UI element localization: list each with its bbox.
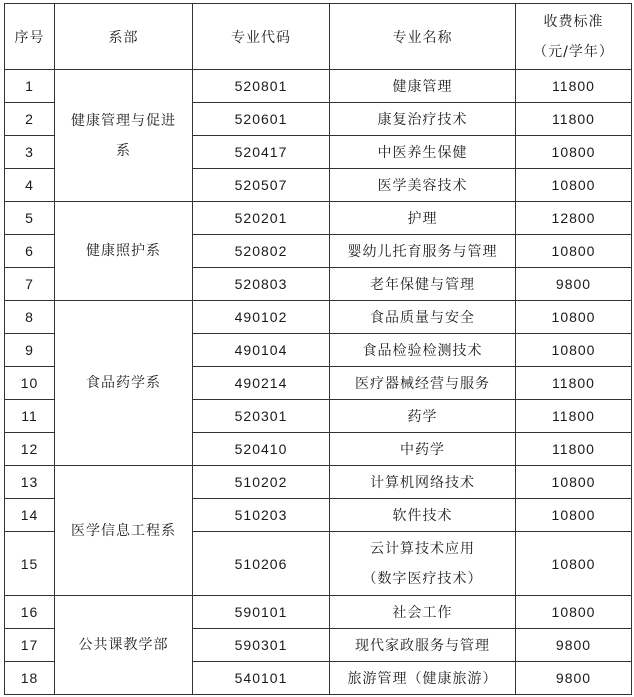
- header-code: 专业代码: [193, 4, 330, 70]
- row-fee: 10800: [516, 596, 632, 629]
- row-major-name-line1: 云计算技术应用: [370, 540, 475, 557]
- row-seq: 5: [5, 202, 55, 235]
- row-fee: 10800: [516, 532, 632, 596]
- row-code: 490104: [193, 334, 330, 367]
- row-seq: 4: [5, 169, 55, 202]
- row-seq: 12: [5, 433, 55, 466]
- row-fee: 10800: [516, 169, 632, 202]
- row-code: 520801: [193, 70, 330, 103]
- row-major-name-line2: （数字医疗技术）: [362, 570, 483, 587]
- row-code: 520410: [193, 433, 330, 466]
- table-row: [5, 466, 632, 499]
- table-row: [5, 301, 632, 334]
- row-fee: 10800: [516, 136, 632, 169]
- header-fee-line1: 收费标准: [543, 13, 604, 30]
- row-major-name: 医疗器械经营与服务: [330, 367, 516, 400]
- dept-cell: 健康照护系: [55, 202, 193, 301]
- row-seq: 6: [5, 235, 55, 268]
- row-major-name: 食品质量与安全: [330, 301, 516, 334]
- row-fee: 10800: [516, 466, 632, 499]
- row-code: 520803: [193, 268, 330, 301]
- row-code: 490214: [193, 367, 330, 400]
- row-code: 520201: [193, 202, 330, 235]
- row-major-name: 医学美容技术: [330, 169, 516, 202]
- row-seq: 17: [5, 629, 55, 662]
- row-major-name: 现代家政服务与管理: [330, 629, 516, 662]
- row-fee: 11800: [516, 70, 632, 103]
- dept-cell: 食品药学系: [55, 301, 193, 466]
- row-code: 510203: [193, 499, 330, 532]
- row-fee: 10800: [516, 235, 632, 268]
- row-major-name: [330, 532, 516, 596]
- row-code: 490102: [193, 301, 330, 334]
- row-major-name: 老年保健与管理: [330, 268, 516, 301]
- dept-cell: 公共课教学部: [55, 596, 193, 695]
- dept-cell: 医学信息工程系: [55, 466, 193, 596]
- dept-cell: [55, 70, 193, 202]
- row-fee: 12800: [516, 202, 632, 235]
- row-seq: 2: [5, 103, 55, 136]
- row-major-name: 软件技术: [330, 499, 516, 532]
- row-fee: 10800: [516, 301, 632, 334]
- dept-name-line2: 系: [116, 142, 131, 159]
- row-seq: 11: [5, 400, 55, 433]
- row-code: 520417: [193, 136, 330, 169]
- row-major-name: 护理: [330, 202, 516, 235]
- row-code: 510202: [193, 466, 330, 499]
- header-seq: 序号: [5, 4, 55, 70]
- table-row: [5, 202, 632, 235]
- row-major-name: 中药学: [330, 433, 516, 466]
- row-code: 520601: [193, 103, 330, 136]
- row-fee: 11800: [516, 103, 632, 136]
- header-dept: 系部: [55, 4, 193, 70]
- header-fee-line2: （元/学年）: [533, 43, 614, 60]
- row-seq: 7: [5, 268, 55, 301]
- row-major-name: 旅游管理（健康旅游）: [330, 662, 516, 695]
- row-fee: 11800: [516, 400, 632, 433]
- header-name: 专业名称: [330, 4, 516, 70]
- row-fee: 9800: [516, 268, 632, 301]
- row-code: 590301: [193, 629, 330, 662]
- row-major-name: 康复治疗技术: [330, 103, 516, 136]
- row-fee: 9800: [516, 662, 632, 695]
- row-seq: 14: [5, 499, 55, 532]
- dept-name-line1: 健康管理与促进: [71, 112, 176, 129]
- row-seq: 10: [5, 367, 55, 400]
- row-major-name: 婴幼儿托育服务与管理: [330, 235, 516, 268]
- row-code: 590101: [193, 596, 330, 629]
- row-major-name: 计算机网络技术: [330, 466, 516, 499]
- row-seq: 3: [5, 136, 55, 169]
- row-seq: 8: [5, 301, 55, 334]
- row-seq: 16: [5, 596, 55, 629]
- row-fee: 11800: [516, 433, 632, 466]
- row-seq: 18: [5, 662, 55, 695]
- row-seq: 1: [5, 70, 55, 103]
- row-code: 510206: [193, 532, 330, 596]
- row-code: 520802: [193, 235, 330, 268]
- fee-table: [4, 3, 632, 695]
- row-major-name: 社会工作: [330, 596, 516, 629]
- row-fee: 10800: [516, 499, 632, 532]
- row-major-name: 药学: [330, 400, 516, 433]
- row-seq: 15: [5, 532, 55, 596]
- row-code: 520301: [193, 400, 330, 433]
- row-seq: 13: [5, 466, 55, 499]
- table-row: [5, 596, 632, 629]
- row-seq: 9: [5, 334, 55, 367]
- row-code: 520507: [193, 169, 330, 202]
- row-code: 540101: [193, 662, 330, 695]
- row-major-name: 健康管理: [330, 70, 516, 103]
- row-fee: 11800: [516, 367, 632, 400]
- row-fee: 9800: [516, 629, 632, 662]
- row-fee: 10800: [516, 334, 632, 367]
- row-major-name: 食品检验检测技术: [330, 334, 516, 367]
- header-fee: [516, 4, 632, 70]
- header-row: [5, 4, 632, 70]
- table-row: [5, 70, 632, 103]
- row-major-name: 中医养生保健: [330, 136, 516, 169]
